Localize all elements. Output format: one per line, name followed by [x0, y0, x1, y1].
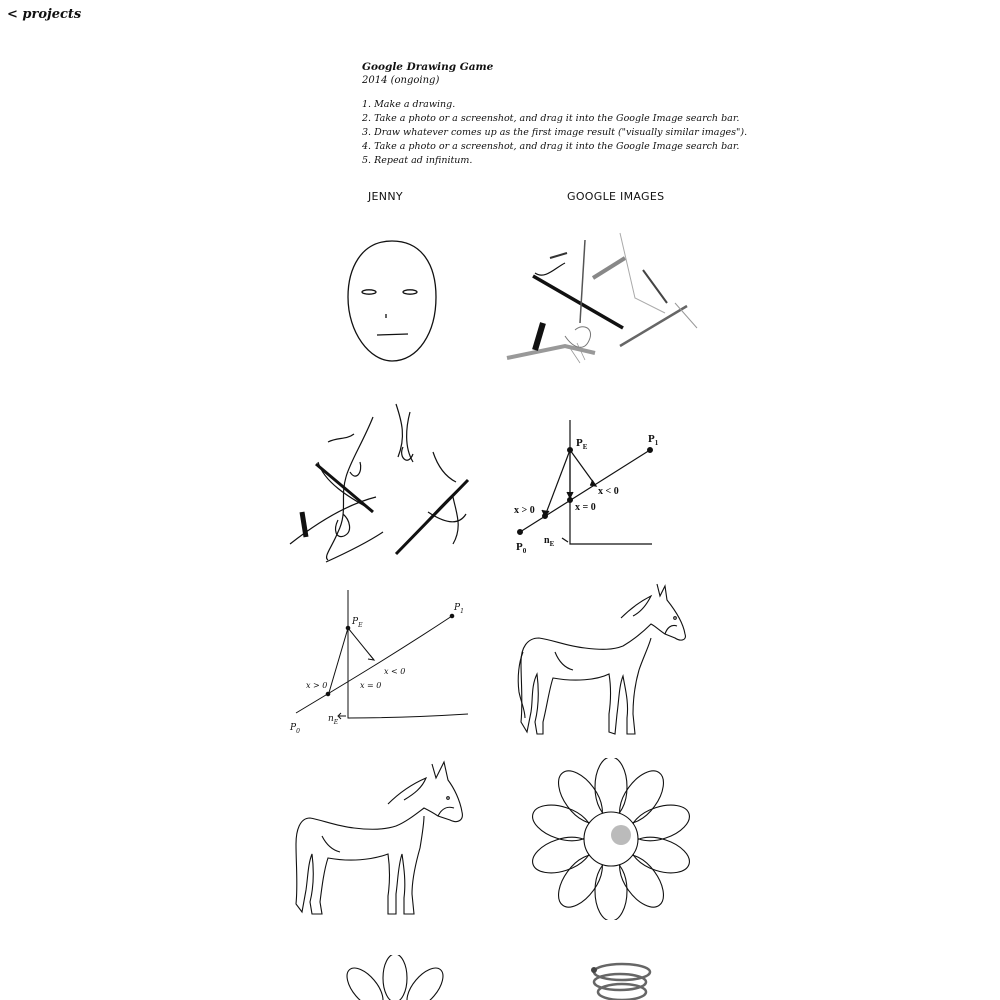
instruction-step: 2. Take a photo or a screenshot, and drag it into the Google Image search bar.	[362, 113, 740, 124]
label-x-positive: x > 0	[306, 681, 328, 690]
jenny-horse-drawing	[292, 758, 472, 918]
jenny-flower-drawing	[312, 955, 478, 1000]
instruction-step: 3. Draw whatever comes up as the first image result ("visually similar images").	[362, 127, 748, 138]
google-sticks-image	[505, 228, 700, 368]
label-p0: $P_0$	[290, 723, 300, 735]
label-pe: $P_E$	[352, 617, 363, 629]
project-title: Google Drawing Game	[362, 61, 494, 73]
jenny-face-drawing	[340, 235, 445, 370]
instruction-step: 4. Take a photo or a screenshot, and drag it into the Google Image search bar.	[362, 141, 740, 152]
google-flower-image	[528, 758, 694, 920]
instruction-step: 5. Repeat ad infinitum.	[362, 155, 473, 166]
label-p1: $P_1$	[648, 433, 659, 447]
google-vector-diagram	[510, 418, 660, 558]
back-to-projects-link[interactable]: < projects	[7, 7, 82, 22]
label-x-positive: x > 0	[514, 505, 535, 516]
label-ne: $n_E$	[328, 714, 339, 726]
google-spring-image	[582, 958, 662, 1000]
label-x-zero: x = 0	[360, 681, 382, 690]
jenny-vector-diagram-drawing	[286, 588, 476, 738]
label-pe: $P_E$	[576, 437, 588, 451]
label-x-zero: x = 0	[575, 502, 596, 513]
project-description	[362, 60, 748, 168]
label-p0: $P_0$	[516, 541, 527, 555]
instruction-step: 1. Make a drawing.	[362, 99, 456, 110]
label-ne: $n_E$	[544, 535, 555, 548]
label-p1: $P_1$	[454, 603, 464, 615]
column-header-google-images: GOOGLE IMAGES	[567, 190, 665, 203]
label-x-negative: x < 0	[598, 486, 619, 497]
label-x-negative: x < 0	[384, 667, 406, 676]
instruction-list	[362, 98, 748, 168]
jenny-sticks-drawing	[288, 402, 483, 567]
column-header-jenny: JENNY	[368, 190, 403, 203]
google-horse-image	[515, 582, 690, 742]
project-year: 2014 (ongoing)	[362, 75, 440, 86]
